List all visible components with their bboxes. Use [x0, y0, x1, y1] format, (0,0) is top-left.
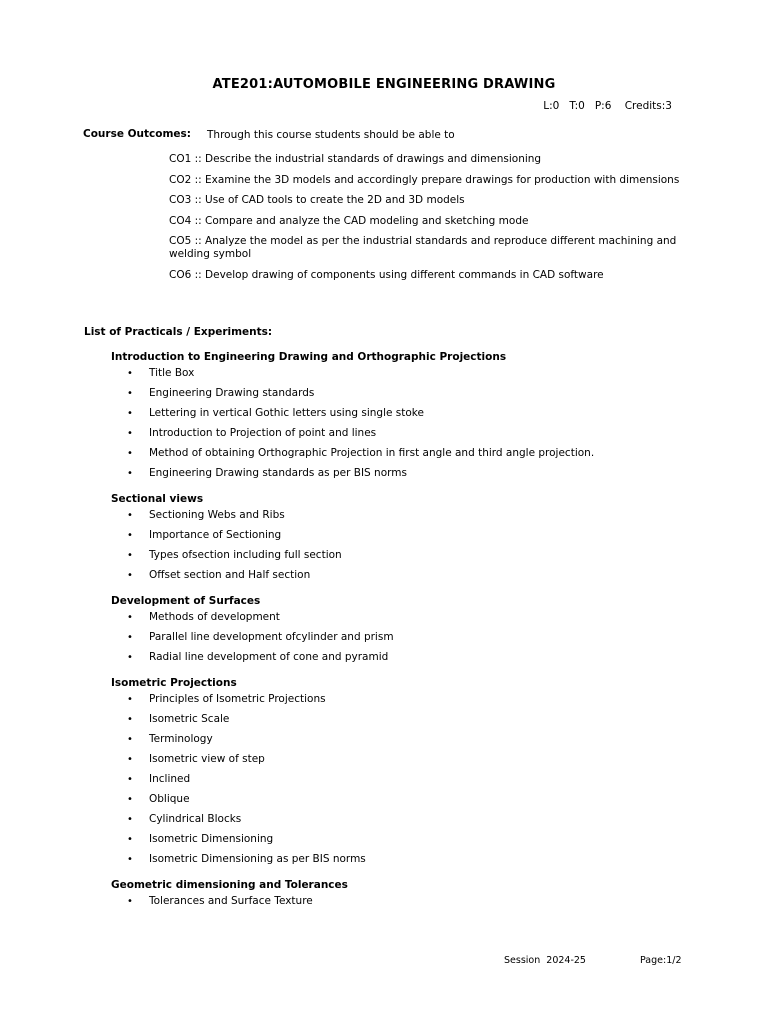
- list-item: [111, 569, 711, 589]
- list-item: [111, 611, 711, 631]
- bullet-icon: •: [127, 734, 133, 745]
- bullet-icon: •: [127, 714, 133, 725]
- list-item: [111, 713, 711, 733]
- bullet-icon: •: [127, 510, 133, 521]
- list-item-text: Principles of Isometric Projections: [149, 693, 326, 705]
- bullet-icon: •: [127, 428, 133, 439]
- list-item-text: Isometric view of step: [149, 753, 265, 765]
- section-title: Development of Surfaces: [111, 595, 261, 607]
- bullet-icon: •: [127, 632, 133, 643]
- bullet-icon: •: [127, 448, 133, 459]
- list-item: [111, 387, 711, 407]
- course-outcomes-list: [169, 153, 689, 289]
- list-item: [111, 467, 711, 487]
- course-outcomes-heading: Course Outcomes:: [83, 128, 191, 140]
- practical-section: [111, 493, 711, 589]
- list-item: [111, 549, 711, 569]
- section-title: Introduction to Engineering Drawing and Orthographic Projections: [111, 351, 507, 363]
- list-item: [111, 407, 711, 427]
- practical-section: [111, 879, 711, 915]
- bullet-icon: •: [127, 550, 133, 561]
- footer-page-number: Page:1/2: [640, 955, 682, 966]
- section-item-list: [111, 509, 711, 589]
- bullet-icon: •: [127, 652, 133, 663]
- list-item: [111, 693, 711, 713]
- list-item-text: Tolerances and Surface Texture: [149, 895, 313, 907]
- list-item-text: Oblique: [149, 793, 190, 805]
- course-title: ATE201:AUTOMOBILE ENGINEERING DRAWING: [212, 77, 556, 92]
- list-item-text: Offset section and Half section: [149, 569, 311, 581]
- bullet-icon: •: [127, 834, 133, 845]
- list-item: [111, 753, 711, 773]
- credits-line: L:0 T:0 P:6 Credits:3: [543, 100, 672, 112]
- list-item: [111, 367, 711, 387]
- bullet-icon: •: [127, 368, 133, 379]
- list-item: [111, 631, 711, 651]
- list-item-text: Lettering in vertical Gothic letters using single stoke: [149, 407, 424, 419]
- list-item: [111, 447, 711, 467]
- list-item-text: Parallel line development ofcylinder and prism: [149, 631, 394, 643]
- list-item-text: Isometric Dimensioning: [149, 833, 274, 845]
- list-item-text: Methods of development: [149, 611, 280, 623]
- list-item: [111, 813, 711, 833]
- practical-section: [111, 595, 711, 671]
- practicals-heading: List of Practicals / Experiments:: [84, 326, 273, 338]
- bullet-icon: •: [127, 570, 133, 581]
- list-item-text: Importance of Sectioning: [149, 529, 282, 541]
- course-outcome-item: CO2 :: Examine the 3D models and accordingly prepare drawings for production with dimensions: [169, 173, 680, 186]
- section-title: Sectional views: [111, 493, 204, 505]
- list-item-text: Engineering Drawing standards as per BIS norms: [149, 467, 407, 479]
- list-item: [111, 427, 711, 447]
- bullet-icon: •: [127, 774, 133, 785]
- course-outcome-item: CO6 :: Develop drawing of components using different commands in CAD software: [169, 268, 604, 281]
- bullet-icon: •: [127, 530, 133, 541]
- list-item-text: Types ofsection including full section: [149, 549, 342, 561]
- list-item-text: Inclined: [149, 773, 191, 785]
- list-item-text: Engineering Drawing standards: [149, 387, 315, 399]
- course-outcome-item: CO4 :: Compare and analyze the CAD modeling and sketching mode: [169, 214, 529, 227]
- section-item-list: [111, 611, 711, 671]
- list-item-text: Isometric Scale: [149, 713, 230, 725]
- list-item-text: Isometric Dimensioning as per BIS norms: [149, 853, 366, 865]
- bullet-icon: •: [127, 754, 133, 765]
- section-title: Isometric Projections: [111, 677, 237, 689]
- bullet-icon: •: [127, 408, 133, 419]
- list-item-text: Title Box: [149, 367, 195, 379]
- bullet-icon: •: [127, 794, 133, 805]
- list-item: [111, 733, 711, 753]
- footer-session: Session 2024-25: [504, 955, 586, 966]
- section-item-list: [111, 367, 711, 487]
- bullet-icon: •: [127, 468, 133, 479]
- list-item-text: Cylindrical Blocks: [149, 813, 242, 825]
- list-item: [111, 529, 711, 549]
- list-item: [111, 833, 711, 853]
- course-outcome-item: CO5 :: Analyze the model as per the industrial standards and reproduce different machining and welding symbol: [169, 235, 677, 260]
- list-item-text: Sectioning Webs and Ribs: [149, 509, 285, 521]
- bullet-icon: •: [127, 814, 133, 825]
- section-item-list: [111, 895, 711, 915]
- bullet-icon: •: [127, 694, 133, 705]
- practical-section: [111, 677, 711, 873]
- list-item-text: Method of obtaining Orthographic Projection in first angle and third angle projection.: [149, 447, 595, 459]
- list-item: [111, 895, 711, 915]
- list-item: [111, 509, 711, 529]
- list-item: [111, 853, 711, 873]
- course-outcomes-intro: Through this course students should be able to: [207, 129, 455, 141]
- bullet-icon: •: [127, 854, 133, 865]
- section-item-list: [111, 693, 711, 873]
- list-item: [111, 651, 711, 671]
- list-item-text: Terminology: [149, 733, 213, 745]
- bullet-icon: •: [127, 896, 133, 907]
- list-item-text: Introduction to Projection of point and lines: [149, 427, 377, 439]
- list-item: [111, 773, 711, 793]
- bullet-icon: •: [127, 388, 133, 399]
- bullet-icon: •: [127, 612, 133, 623]
- practical-section: [111, 351, 711, 487]
- list-item-text: Radial line development of cone and pyramid: [149, 651, 389, 663]
- course-outcome-item: CO3 :: Use of CAD tools to create the 2D and 3D models: [169, 194, 465, 206]
- practicals-sections: [111, 351, 711, 915]
- section-title: Geometric dimensioning and Tolerances: [111, 879, 348, 891]
- list-item: [111, 793, 711, 813]
- course-outcome-item: CO1 :: Describe the industrial standards of drawings and dimensioning: [169, 153, 542, 165]
